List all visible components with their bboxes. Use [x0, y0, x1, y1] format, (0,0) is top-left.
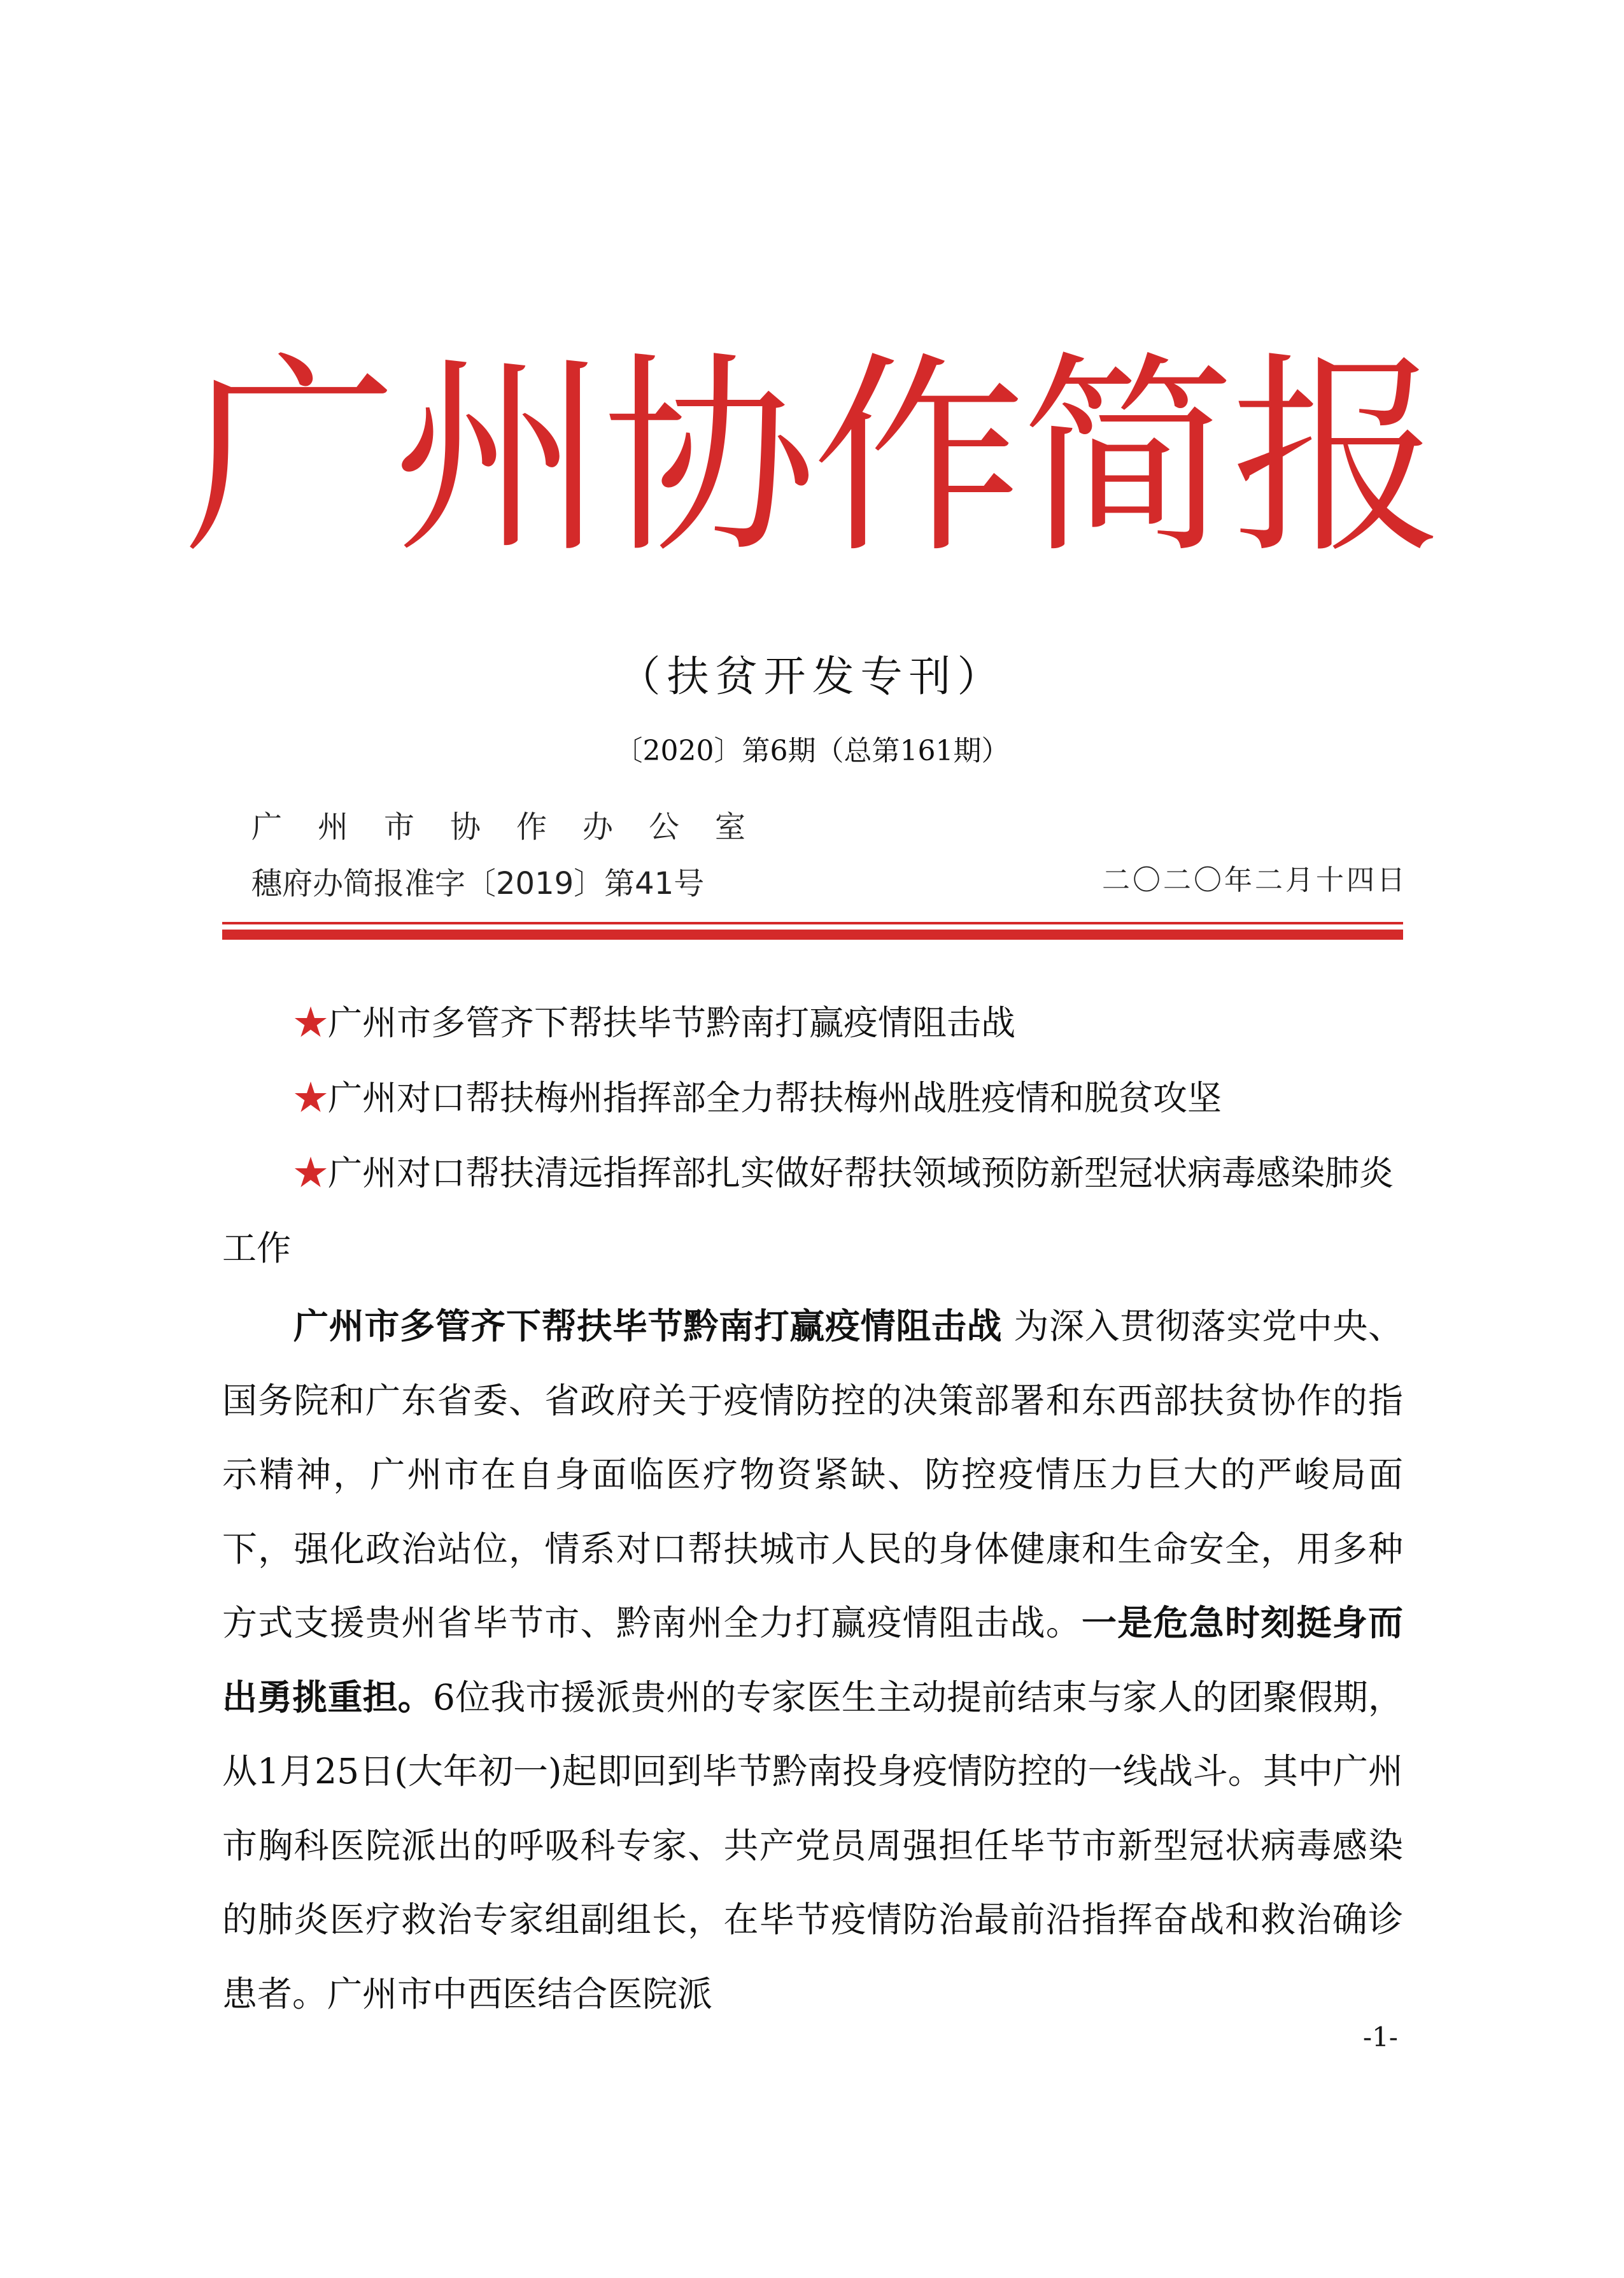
star-icon: ★ — [293, 1078, 328, 1118]
star-icon: ★ — [293, 1003, 328, 1043]
table-of-contents — [222, 986, 1403, 1286]
article-headline: 广州市多管齐下帮扶毕节黔南打赢疫情阻击战 — [293, 1305, 1003, 1347]
toc-item-text: 广州市多管齐下帮扶毕节黔南打赢疫情阻击战 — [328, 1003, 1015, 1043]
issue-date: 二〇二〇年二月十四日 — [1102, 864, 1408, 896]
toc-item-text: 广州对口帮扶清远指挥部扎实做好帮扶领域预防新型冠状病毒感染肺炎工作 — [222, 1153, 1394, 1268]
article-body — [222, 1289, 1403, 2031]
toc-item — [222, 1136, 1403, 1286]
point-body: 6位我市援派贵州的专家医生主动提前结束与家人的团聚假期，从1月25日(大年初一)起即回到毕节黔南投身疫情防控的一线战斗。其中广州市胸科医院派出的呼吸科专家、共产党员周强担任毕节市新型冠状病毒感染的肺炎医疗救治专家组副组长，在毕节疫情防治最前沿指挥奋战和救治确诊患者。广州市中西医结合医院派 — [222, 1676, 1403, 2014]
header-rule-thick — [222, 930, 1403, 940]
toc-item — [222, 1061, 1403, 1136]
special-edition-label: （扶贫开发专刊） — [618, 652, 1006, 701]
issuing-office: 广州市协作办公室 — [251, 809, 782, 845]
issue-number: 〔2020〕第6期（总第161期） — [614, 735, 1010, 767]
page-number: -1- — [1362, 2021, 1398, 2053]
star-icon: ★ — [293, 1153, 328, 1193]
article-intro: 为深入贯彻落实党中央、国务院和广东省委、省政府关于疫情防控的决策部署和东西部扶贫协作的指示精神，广州市在自身面临医疗物资紧缺、防控疫情压力巨大的严峻局面下，强化政治站位，情系对口帮扶城市人民的身体健康和生命安全，用多种方式支援贵州省毕节市、黔南州全力打赢疫情阻击战。 — [222, 1306, 1403, 1643]
header-rule-thin — [222, 922, 1403, 924]
headline-gap — [1002, 1306, 1013, 1347]
masthead-title: 广州协作简报 — [183, 334, 1441, 583]
point-heading: 一是危急时刻挺身而出勇挑重担。 — [222, 1602, 1403, 1718]
toc-item — [222, 986, 1403, 1061]
approval-number: 穗府办简报准字〔2019〕第41号 — [251, 866, 705, 902]
toc-item-text: 广州对口帮扶梅州指挥部全力帮扶梅州战胜疫情和脱贫攻坚 — [328, 1078, 1222, 1118]
